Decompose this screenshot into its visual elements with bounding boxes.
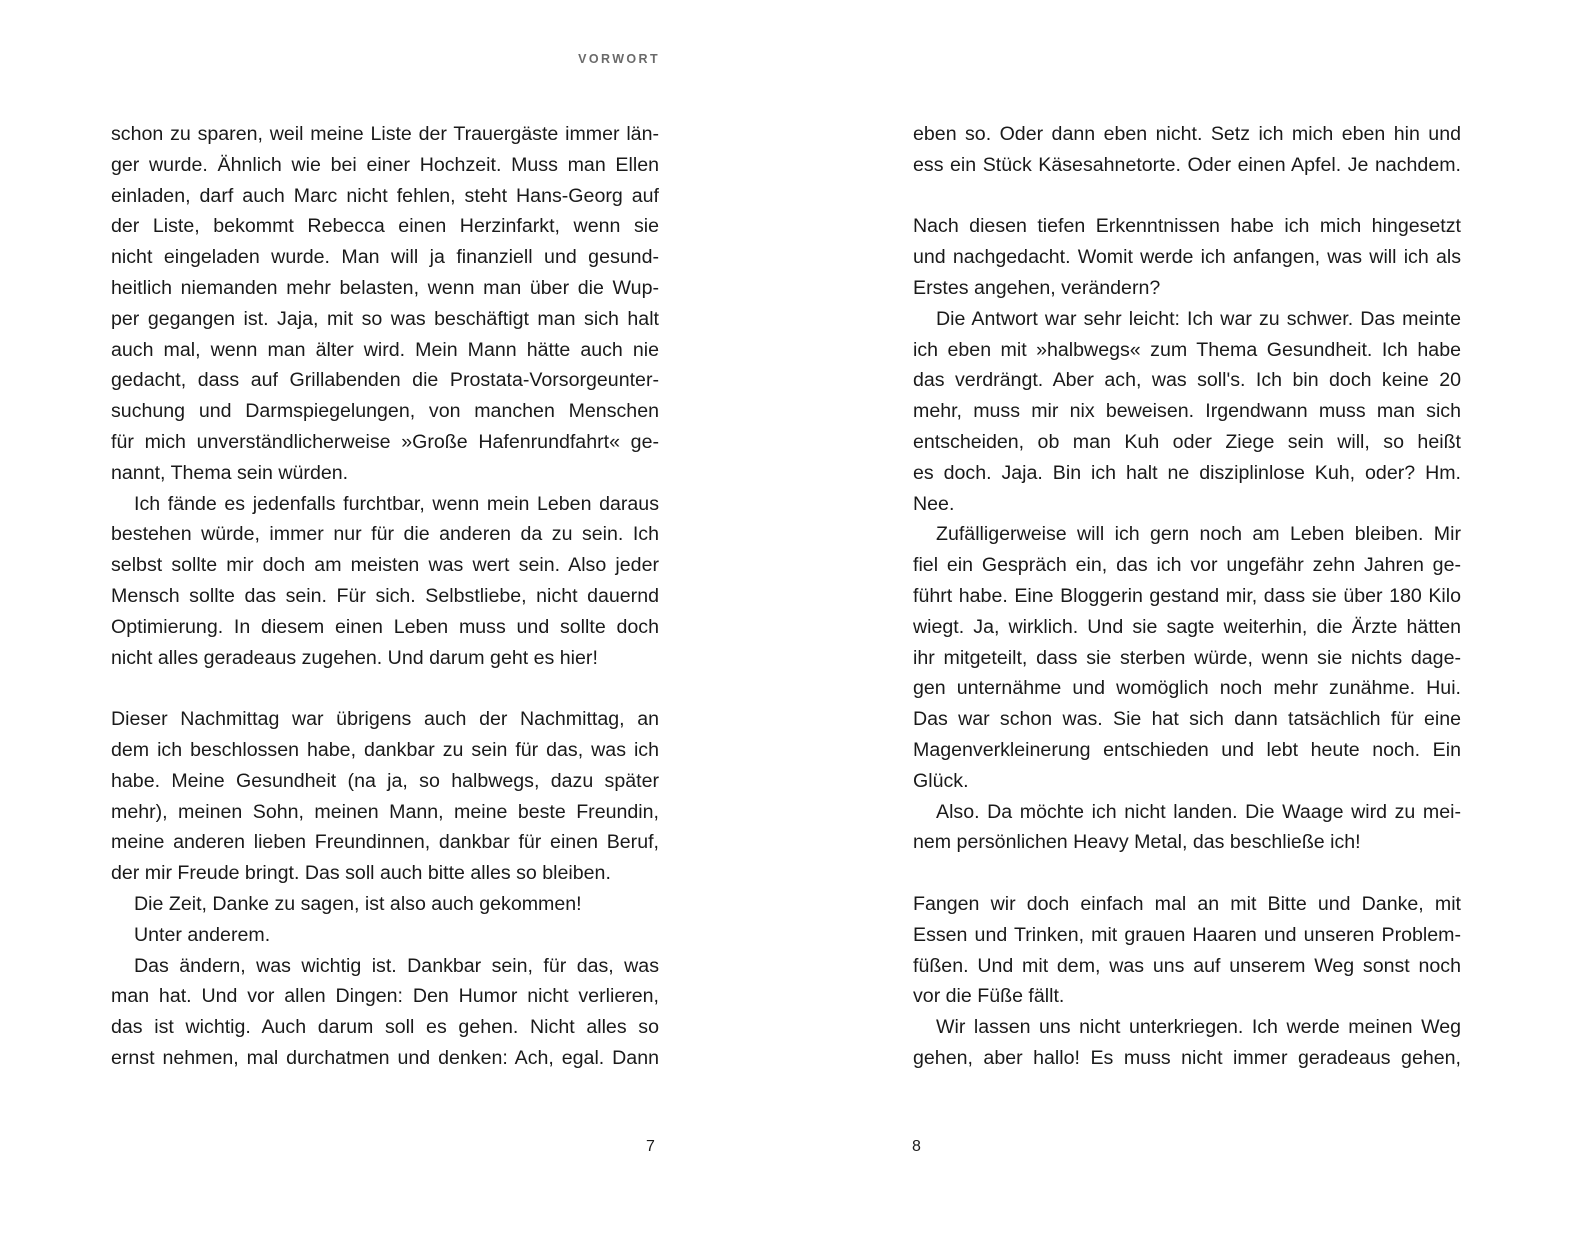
text-line: nicht alles geradeaus zugehen. Und darum geht es hier! (111, 646, 598, 669)
text-line: schon zu sparen, weil meine Liste der Trauergäste immer län- (111, 123, 659, 145)
left-page-text (111, 119, 659, 1074)
text-line: Erstes angehen, verändern? (913, 276, 1161, 299)
text-line: Also. Da möchte ich nicht landen. Die Waage wird zu mei- (936, 800, 1461, 823)
text-line: habe. Meine Gesundheit (na ja, so halbwegs, dazu später (111, 769, 659, 792)
text-line: das verdrängt. Aber ach, was soll's. Ich bin doch keine 20 (913, 369, 1461, 392)
text-line: für mich unverständlicherweise »Große Hafenrundfahrt« ge- (111, 430, 659, 453)
text-line: Das war schon was. Sie hat sich dann tatsächlich für eine (913, 708, 1461, 731)
text-line: und nachgedacht. Womit werde ich anfangen, was will ich als (913, 246, 1461, 269)
text-line: gehen, aber hallo! Es muss nicht immer geradeaus gehen, (913, 1046, 1461, 1069)
text-line: dem ich beschlossen habe, dankbar zu sein für das, was ich (111, 738, 659, 761)
right-page-text (913, 119, 1461, 1074)
text-line: man hat. Und vor allen Dingen: Den Humor nicht verlieren, (111, 985, 659, 1008)
text-line: ess ein Stück Käsesahnetorte. Oder einen Apfel. Je nachdem. (913, 153, 1461, 176)
text-line: füßen. Und mit dem, was uns auf unserem Weg sonst noch (913, 954, 1461, 977)
text-line: Nach diesen tiefen Erkenntnissen habe ich mich hingesetzt (913, 215, 1461, 238)
text-line (913, 181, 1461, 212)
text-line: Die Antwort war sehr leicht: Ich war zu schwer. Das meinte (936, 307, 1461, 330)
text-line: vor die Füße fällt. (913, 985, 1065, 1008)
text-line: gen unternähme und womöglich noch mehr zunähme. Hui. (913, 677, 1461, 700)
text-line: suchung und Darmspiegelungen, von manchen Menschen (111, 400, 659, 423)
text-line: Die Zeit, Danke zu sagen, ist also auch gekommen! (134, 892, 582, 915)
text-line: Nee. (913, 492, 955, 515)
text-line: einladen, darf auch Marc nicht fehlen, steht Hans-Georg auf (111, 184, 659, 207)
text-line: Magenverkleinerung entschieden und lebt heute noch. Ein (913, 738, 1461, 761)
text-line: ger wurde. Ähnlich wie bei einer Hochzeit. Muss man Ellen (111, 153, 659, 176)
text-line: mehr, muss mir nix beweisen. Irgendwann muss man sich (913, 400, 1461, 423)
text-line: fiel ein Gespräch ein, das ich vor ungefähr zehn Jahren ge- (913, 554, 1461, 577)
text-line: meine anderen lieben Freundinnen, dankbar für einen Beruf, (111, 831, 659, 854)
text-line: heitlich niemanden mehr belasten, wenn man über die Wup- (111, 276, 659, 299)
text-line: gedacht, dass auf Grillabenden die Prostata-Vorsorgeunter- (111, 369, 659, 392)
text-line: selbst sollte mir doch am meisten was wert sein. Also jeder (111, 554, 659, 577)
text-line: bestehen würde, immer nur für die anderen da zu sein. Ich (111, 523, 659, 546)
text-line: der mir Freude bringt. Das soll auch bitte alles so bleiben. (111, 862, 611, 885)
text-line: Das ändern, was wichtig ist. Dankbar sein, für das, was (134, 954, 659, 977)
text-line: ernst nehmen, mal durchatmen und denken: Ach, egal. Dann (111, 1046, 659, 1069)
text-line: das ist wichtig. Auch darum soll es gehen. Nicht alles so (111, 1016, 659, 1039)
text-line: Zufälligerweise will ich gern noch am Leben bleiben. Mir (936, 523, 1461, 546)
text-line: ihr mitgeteilt, dass sie sterben würde, wenn sie nichts dage- (913, 646, 1461, 669)
text-line: auch mal, wenn man älter wird. Mein Mann hätte auch nie (111, 338, 659, 361)
text-line: Glück. (913, 769, 969, 792)
text-line (913, 858, 1461, 889)
text-line: führt habe. Eine Bloggerin gestand mir, dass sie über 180 Kilo (913, 584, 1461, 607)
text-line: per gegangen ist. Jaja, mit so was beschäftigt man sich halt (111, 307, 659, 330)
text-line: Ich fände es jedenfalls furchtbar, wenn mein Leben daraus (134, 492, 659, 515)
text-line (111, 673, 659, 704)
page-number-right: 8 (912, 1138, 921, 1155)
page-number-left: 7 (646, 1138, 655, 1155)
text-line: nicht eingeladen wurde. Man will ja finanziell und gesund- (111, 246, 659, 269)
text-line: mehr), meinen Sohn, meinen Mann, meine beste Freundin, (111, 800, 659, 823)
text-line: Mensch sollte das sein. Für sich. Selbstliebe, nicht dauernd (111, 584, 659, 607)
text-line: entscheiden, ob man Kuh oder Ziege sein will, so heißt (913, 430, 1461, 453)
text-line: Dieser Nachmittag war übrigens auch der Nachmittag, an (111, 708, 659, 731)
text-line: Wir lassen uns nicht unterkriegen. Ich werde meinen Weg (936, 1016, 1461, 1039)
text-line: der Liste, bekommt Rebecca einen Herzinfarkt, wenn sie (111, 215, 659, 238)
text-line: Essen und Trinken, mit grauen Haaren und unseren Problem- (913, 923, 1461, 946)
text-line: eben so. Oder dann eben nicht. Setz ich mich eben hin und (913, 123, 1461, 145)
running-head: VORWORT (578, 52, 660, 66)
text-line: nannt, Thema sein würden. (111, 461, 349, 484)
text-line: wiegt. Ja, wirklich. Und sie sagte weiterhin, die Ärzte hätten (913, 615, 1461, 638)
text-line: nem persönlichen Heavy Metal, das beschließe ich! (913, 831, 1361, 854)
text-line: ich eben mit »halbwegs« zum Thema Gesundheit. Ich habe (913, 338, 1461, 361)
text-line: Unter anderem. (134, 923, 271, 946)
text-line: Optimierung. In diesem einen Leben muss und sollte doch (111, 615, 659, 638)
text-line: Fangen wir doch einfach mal an mit Bitte und Danke, mit (913, 892, 1461, 915)
text-line: es doch. Jaja. Bin ich halt ne disziplinlose Kuh, oder? Hm. (913, 461, 1461, 484)
